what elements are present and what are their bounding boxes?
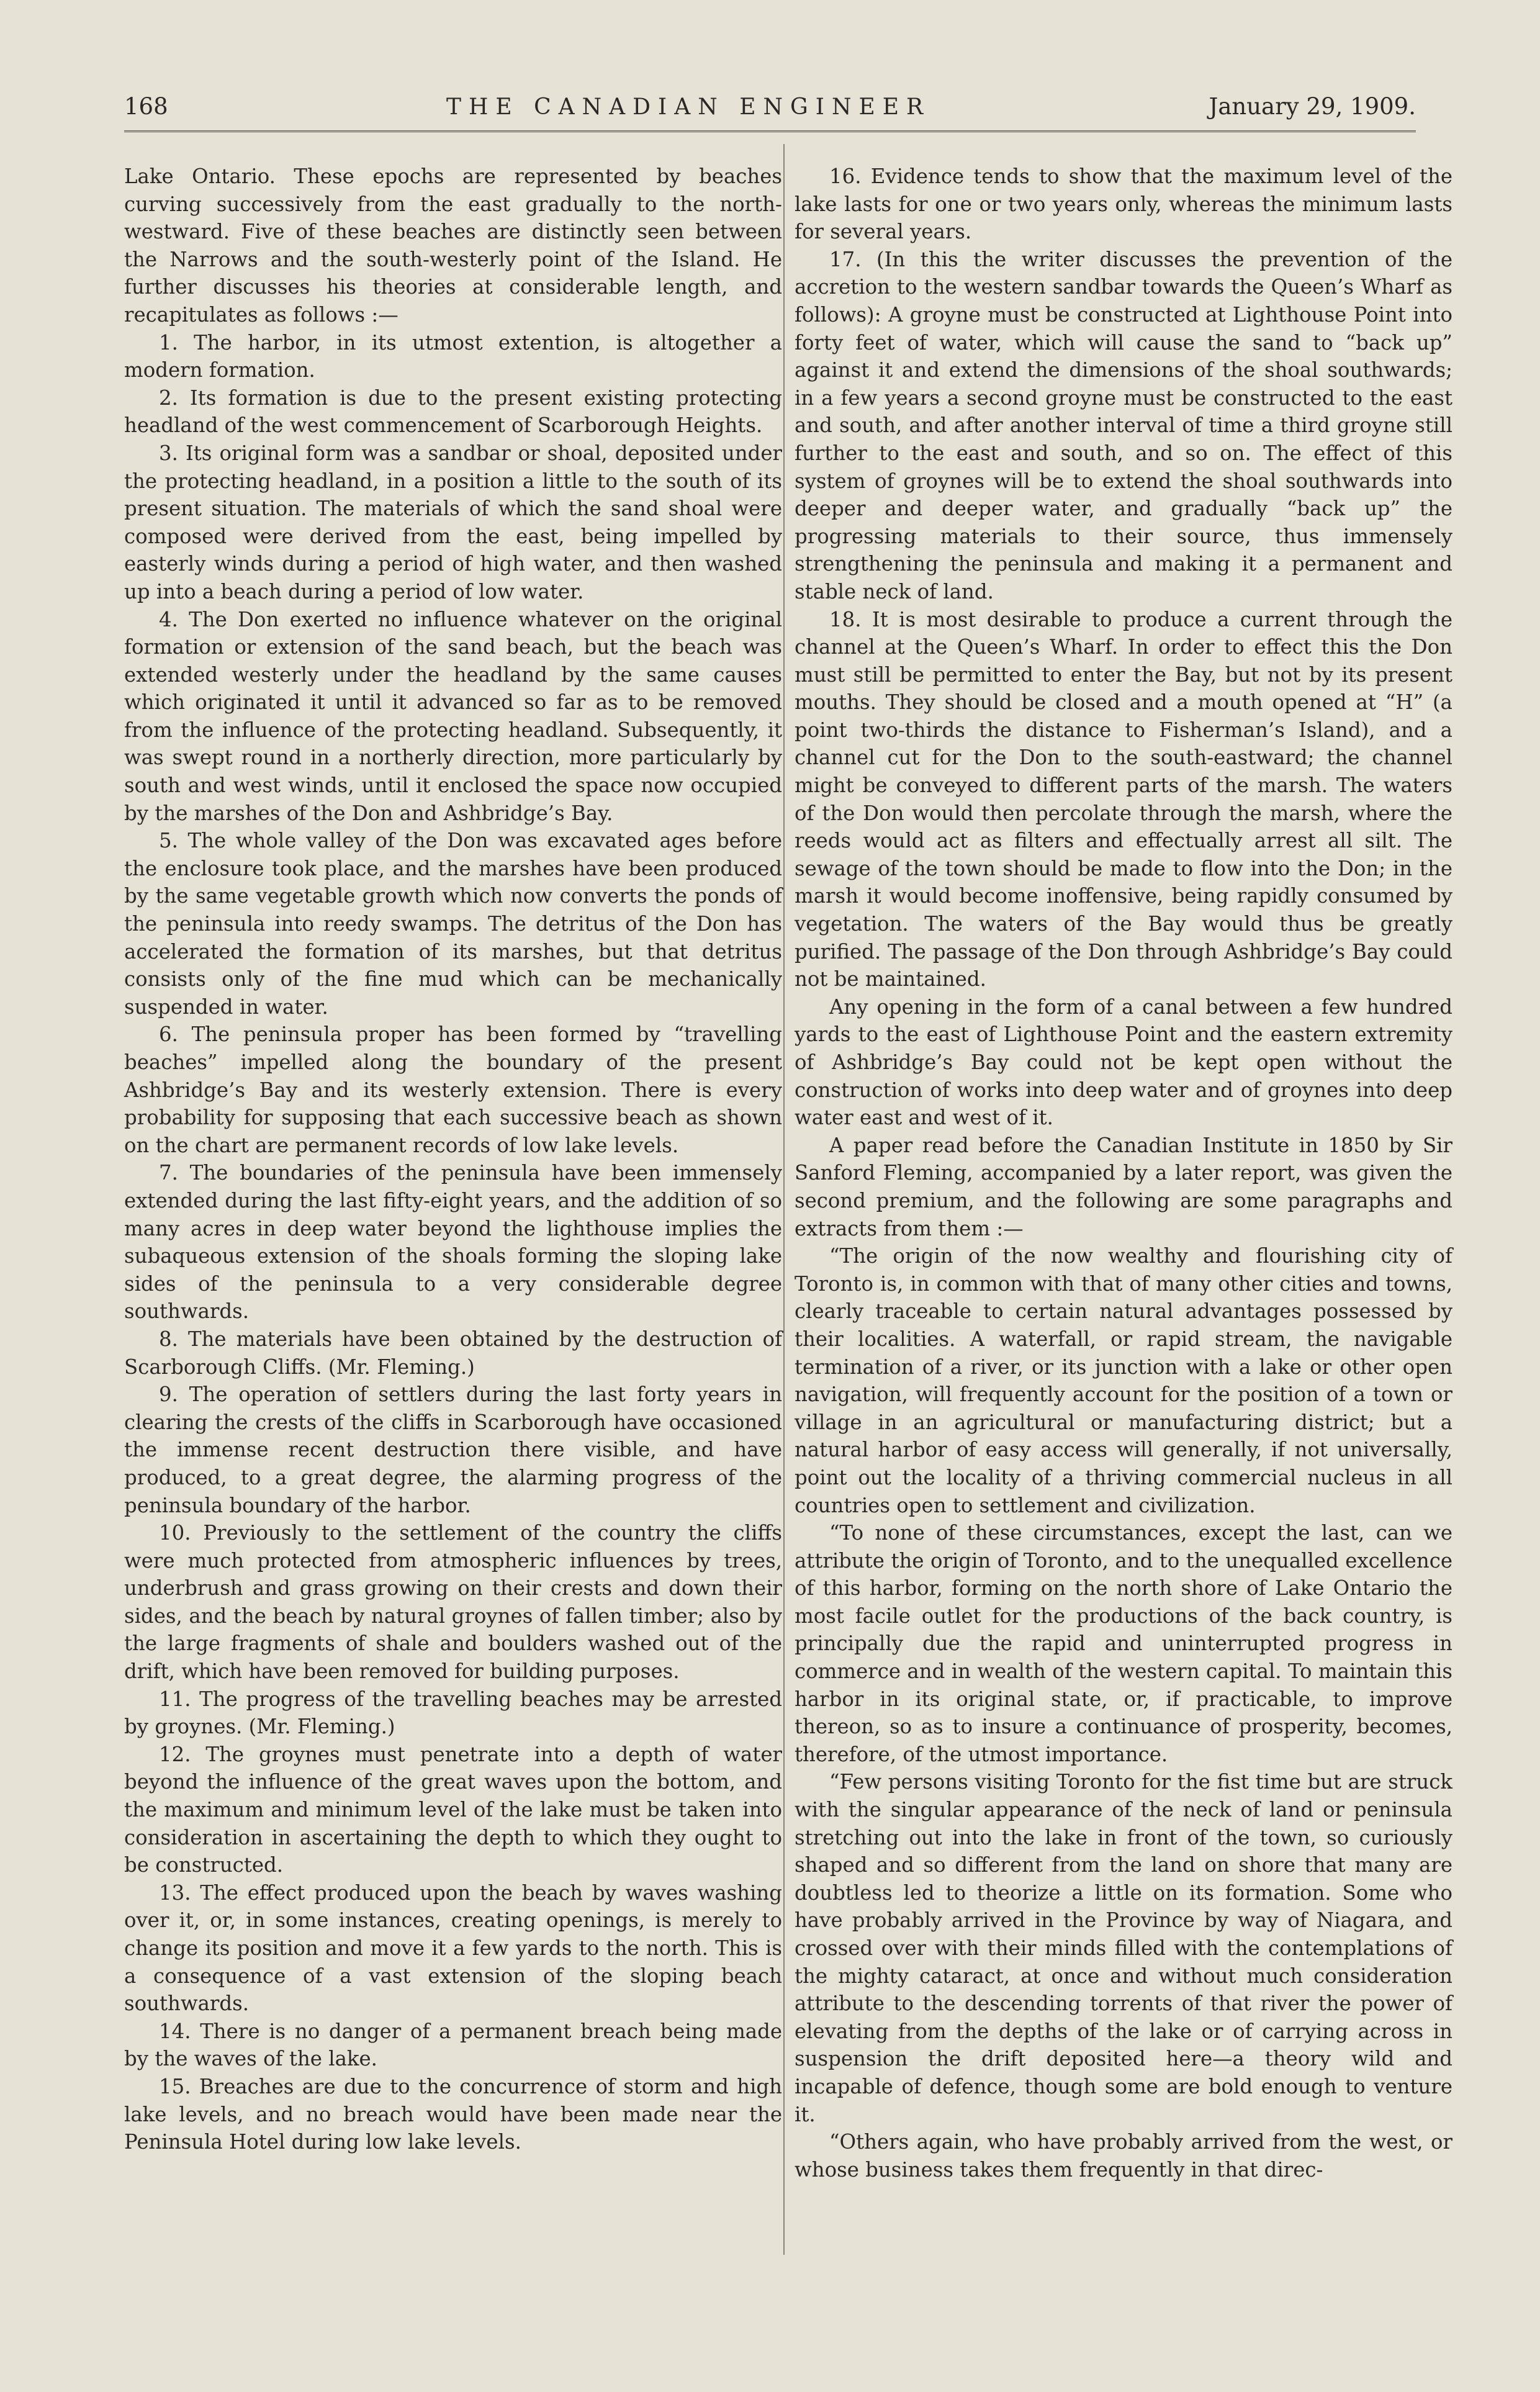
paragraph: 15. Breaches are due to the concurrence of storm and high lake levels, and no breach would have been made near the Peninsula Hotel during low lake levels.	[124, 2074, 782, 2154]
paragraph: “Others again, who have probably arrived from the west, or whose business takes them frequently in that direc-	[795, 2130, 1452, 2182]
paragraph: 8. The materials have been obtained by the destruction of Scarborough Cliffs. (Mr. Fleming.)	[124, 1327, 782, 1379]
right-column	[795, 163, 1452, 2183]
paragraph: 1. The harbor, in its utmost extention, is altogether a modern formation.	[124, 330, 782, 382]
paragraph: Any opening in the form of a canal between a few hundred yards to the east of Lighthouse Point and the eastern extremity of Ashbridge’s Bay could not be kept open without the construction of works into deep water and of groynes into deep water east and west of it.	[795, 995, 1452, 1130]
paragraph: 13. The effect produced upon the beach by waves washing over it, or, in some instances, creating openings, is merely to change its position and move it a few yards to the north. This is a consequence of a vast extension of the sloping beach southwards.	[124, 1880, 782, 2016]
paragraph: “The origin of the now wealthy and flourishing city of Toronto is, in common with that of many other cities and towns, clearly traceable to certain natural advantages possessed by their localities. A waterfall, or rapid stream, the navigable termination of a river, or its junction with a lake or other open navigation, will frequently account for the position of a town or village in an agricultural or manufacturing district; but a natural harbor of easy access will generally, if not universally, point out the locality of a thriving commercial nucleus in all countries open to settlement and civilization.	[795, 1244, 1452, 1517]
paragraph: 7. The boundaries of the peninsula have been immensely extended during the last fifty-eight years, and the addition of so many acres in deep water beyond the lighthouse implies the subaqueous extension of the shoals forming the sloping lake sides of the peninsula to a very considerable degree southwards.	[124, 1161, 782, 1324]
paragraph: Lake Ontario. These epochs are represented by beaches curving successively from the east gradually to the north-westward. Five of these beaches are distinctly seen between the Narrows and the south-westerly point of the Island. He further discusses his theories at considerable length, and recapitulates as follows :—	[124, 165, 782, 327]
paragraph: 5. The whole valley of the Don was excavated ages before the enclosure took place, and the marshes have been produced by the same vegetable growth which now converts the ponds of the peninsula into reedy swamps. The detritus of the Don has accelerated the formation of its marshes, but that detritus consists only of the fine mud which can be mechanically suspended in water.	[124, 829, 782, 1019]
header-rule	[124, 130, 1416, 136]
paragraph: 17. (In this the writer discusses the prevention of the accretion to the western sandbar towards the Queen’s Wharf as follows): A groyne must be constructed at Lighthouse Point into forty feet of water, which will cause the sand to “back up” against it and extend the dimensions of the shoal southwards; in a few years a second groyne must be constructed to the east and south, and after another interval of time a third groyne still further to the east and south, and so on. The effect of this system of groynes will be to extend the shoal southwards into deeper and deeper water, and gradually “back up” the progressing materials to their source, thus immensely strengthening the peninsula and making it a permanent and stable neck of land.	[795, 247, 1452, 603]
left-column	[124, 163, 782, 2156]
issue-date: January 29, 1909.	[1209, 93, 1416, 120]
column-divider	[783, 144, 785, 2255]
paragraph: “To none of these circumstances, except the last, can we attribute the origin of Toronto, and to the unequalled excellence of this harbor, forming on the north shore of Lake Ontario the most facile outlet for the productions of the back country, is principally due the rapid and uninterrupted progress in commerce and in wealth of the western capital. To maintain this harbor in its original state, or, if practicable, to improve thereon, so as to insure a continuance of prosperity, becomes, therefore, of the utmost importance.	[795, 1521, 1452, 1766]
paragraph: 6. The peninsula proper has been formed by “travelling beaches” impelled along the boundary of the present Ashbridge’s Bay and its westerly extension. There is every probability for supposing that each successive beach as shown on the chart are permanent records of low lake levels.	[124, 1022, 782, 1157]
paragraph: 3. Its original form was a sandbar or shoal, deposited under the protecting headland, in a position a little to the south of its present situation. The materials of which the sand shoal were composed were derived from the east, being impelled by easterly winds during a period of high water, and then washed up into a beach during a period of low water.	[124, 441, 782, 603]
paragraph: A paper read before the Canadian Institute in 1850 by Sir Sanford Fleming, accompanied by a later report, was given the second premium, and the following are some paragraphs and extracts from them :—	[795, 1133, 1452, 1240]
paragraph: 2. Its formation is due to the present existing protecting headland of the west commencement of Scarborough Heights.	[124, 386, 782, 438]
paragraph: 12. The groynes must penetrate into a depth of water beyond the influence of the great waves upon the bottom, and the maximum and minimum level of the lake must be taken into consideration in ascertaining the depth to which they ought to be constructed.	[124, 1742, 782, 1877]
paragraph: 18. It is most desirable to produce a current through the channel at the Queen’s Wharf. In order to effect this the Don must still be permitted to enter the Bay, but not by its present mouths. They should be closed and a mouth opened at “H” (a point two-thirds the distance to Fisherman’s Island), and a channel cut for the Don to the south-eastward; the channel might be conveyed to different parts of the marsh. The waters of the Don would then percolate through the marsh, where the reeds would act as filters and effectually arrest all silt. The sewage of the town should be made to flow into the Don; in the marsh it would become inoffensive, being rapidly consumed by vegetation. The waters of the Bay would thus be greatly purified. The passage of the Don through Ashbridge’s Bay could not be maintained.	[795, 607, 1452, 991]
paragraph: 4. The Don exerted no influence whatever on the original formation or extension of the sand beach, but the beach was extended westerly under the headland by the same causes which originated it until it advanced so far as to be removed from the influence of the protecting headland. Subsequently, it was swept round in a northerly direction, more particularly by south and west winds, until it enclosed the space now occupied by the marshes of the Don and Ashbridge’s Bay.	[124, 607, 782, 825]
paragraph: 9. The operation of settlers during the last forty years in clearing the crests of the cliffs in Scarborough have occasioned the immense recent destruction there visible, and have produced, to a great degree, the alarming progress of the peninsula boundary of the harbor.	[124, 1383, 782, 1517]
journal-title: THE CANADIAN ENGINEER	[446, 94, 931, 120]
paragraph: 16. Evidence tends to show that the maximum level of the lake lasts for one or two years only, whereas the minimum lasts for several years.	[795, 165, 1452, 244]
page-number: 168	[124, 93, 168, 120]
paragraph: 11. The progress of the travelling beaches may be arrested by groynes. (Mr. Fleming.)	[124, 1687, 782, 1739]
page-header	[124, 93, 1416, 130]
paragraph: 10. Previously to the settlement of the country the cliffs were much protected from atmospheric influences by trees, underbrush and grass growing on their crests and down their sides, and the beach by natural groynes of fallen timber; also by the large fragments of shale and boulders washed out of the drift, which have been removed for building purposes.	[124, 1521, 782, 1684]
paragraph: 14. There is no danger of a permanent breach being made by the waves of the lake.	[124, 2019, 782, 2071]
paragraph: “Few persons visiting Toronto for the fist time but are struck with the singular appearance of the neck of land or peninsula stretching out into the lake in front of the town, so curiously shaped and so different from the land on shore that many are doubtless led to theorize a little on its formation. Some who have probably arrived in the Province by way of Niagara, and crossed over with their minds filled with the contemplations of the mighty cataract, at once and without much consideration attribute to the descending torrents of that river the power of elevating from the depths of the lake or of carrying across in suspension the drift deposited here—a theory wild and incapable of defence, though some are bold enough to venture it.	[795, 1770, 1452, 2126]
